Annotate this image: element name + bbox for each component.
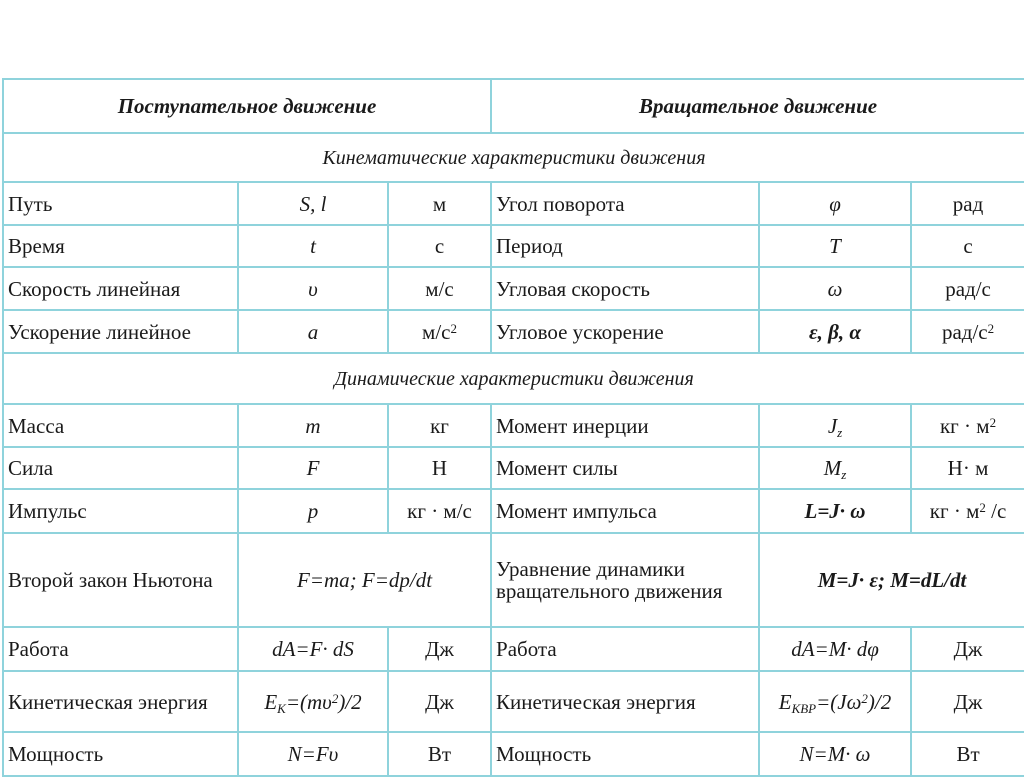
cell-name: Ускорение линейное: [3, 310, 238, 353]
section-row: [3, 133, 1024, 182]
cell-unit: Н: [388, 447, 491, 489]
unit-base: кг · м: [929, 499, 980, 523]
cell-rot-unit: Дж: [911, 627, 1024, 671]
cell-unit: Дж: [388, 671, 491, 732]
cell-rot-symbol: L=J· ω: [759, 489, 911, 533]
symbol-base: J: [827, 413, 838, 438]
cell-symbol: p: [238, 489, 388, 533]
cell-name: Масса: [3, 404, 238, 447]
cell-unit: [388, 310, 491, 353]
cell-rot-name: Момент силы: [491, 447, 759, 489]
unit-base: рад/с: [941, 319, 988, 344]
cell-formula: F=ma; F=dp/dt: [238, 533, 491, 627]
cell-symbol: [238, 671, 388, 732]
symbol-base: M: [823, 456, 842, 480]
cell-symbol: N=Fυ: [238, 732, 388, 776]
cell-rot-name: Период: [491, 225, 759, 267]
table-row: [3, 310, 1024, 353]
cell-rot-symbol: ω: [759, 267, 911, 310]
symbol-exponent: 2: [331, 690, 339, 706]
cell-rot-symbol: [759, 671, 911, 732]
section-kinematic: Кинематические характеристики движения: [3, 133, 1024, 182]
cell-rot-symbol: φ: [759, 182, 911, 225]
symbol-subscript: z: [837, 424, 843, 440]
table-row: [3, 671, 1024, 732]
table-header-row: [3, 79, 1024, 133]
cell-name: Время: [3, 225, 238, 267]
cell-symbol: F: [238, 447, 388, 489]
cell-unit: с: [388, 225, 491, 267]
cell-rot-symbol: N=M· ω: [759, 732, 911, 776]
table-row: [3, 447, 1024, 489]
symbol-e: E: [264, 689, 278, 714]
cell-rot-unit: [911, 489, 1024, 533]
cell-unit: Дж: [388, 627, 491, 671]
cell-rot-unit: с: [911, 225, 1024, 267]
cell-rot-unit: Дж: [911, 671, 1024, 732]
cell-name: Кинетическая энергия: [3, 671, 238, 732]
table-row: [3, 182, 1024, 225]
symbol-subscript: K: [277, 700, 286, 716]
cell-rot-unit: Вт: [911, 732, 1024, 776]
cell-name: Скорость линейная: [3, 267, 238, 310]
cell-unit: Вт: [388, 732, 491, 776]
cell-symbol: S, l: [238, 182, 388, 225]
cell-rot-name: Работа: [491, 627, 759, 671]
cell-rot-name: Уравнение динамики вращательного движения: [491, 533, 759, 627]
unit-base: кг · м: [939, 413, 990, 438]
cell-symbol: dA=F· dS: [238, 627, 388, 671]
cell-rot-unit: [911, 404, 1024, 447]
cell-symbol: a: [238, 310, 388, 353]
cell-name: Путь: [3, 182, 238, 225]
table-row: [3, 489, 1024, 533]
physics-comparison-table: [2, 78, 1024, 777]
cell-unit: кг: [388, 404, 491, 447]
table-row: [3, 404, 1024, 447]
cell-rot-unit: рад/с: [911, 267, 1024, 310]
cell-name: Мощность: [3, 732, 238, 776]
symbol-tail: )/2: [338, 689, 362, 714]
cell-name: Сила: [3, 447, 238, 489]
cell-rot-symbol: dA=M· dφ: [759, 627, 911, 671]
symbol-tail: )/2: [867, 689, 892, 714]
table-row: [3, 267, 1024, 310]
symbol-subscript: z: [841, 467, 847, 482]
symbol-e: E: [778, 689, 792, 714]
cell-rot-name: Мощность: [491, 732, 759, 776]
section-row: [3, 353, 1024, 404]
cell-rot-name: Кинетическая энергия: [491, 671, 759, 732]
table-row: [3, 732, 1024, 776]
cell-unit: кг · м/с: [388, 489, 491, 533]
unit-tail: /с: [985, 499, 1007, 523]
cell-name: Работа: [3, 627, 238, 671]
cell-name: Импульс: [3, 489, 238, 533]
cell-symbol: t: [238, 225, 388, 267]
cell-symbol: m: [238, 404, 388, 447]
cell-unit: м: [388, 182, 491, 225]
cell-rot-name: Момент инерции: [491, 404, 759, 447]
cell-rot-symbol: T: [759, 225, 911, 267]
cell-rot-formula: M=J· ε; M=dL/dt: [759, 533, 1024, 627]
section-dynamic: Динамические характеристики движения: [3, 353, 1024, 404]
unit-exponent: 2: [979, 500, 986, 515]
cell-name: Второй закон Ньютона: [3, 533, 238, 627]
cell-symbol: υ: [238, 267, 388, 310]
cell-rot-name: Угловое ускорение: [491, 310, 759, 353]
cell-rot-symbol: [759, 447, 911, 489]
unit-exponent: 2: [987, 320, 995, 336]
cell-rot-name: Угловая скорость: [491, 267, 759, 310]
unit-exponent: 2: [450, 320, 457, 336]
cell-rot-name: Угол поворота: [491, 182, 759, 225]
unit-base: м/с: [422, 319, 451, 344]
header-rotational: Вращательное движение: [491, 79, 1024, 133]
symbol-mid: =(Jω: [816, 689, 862, 714]
cell-rot-symbol: ε, β, α: [759, 310, 911, 353]
cell-rot-unit: Н· м: [911, 447, 1024, 489]
symbol-exponent: 2: [861, 690, 868, 706]
cell-rot-unit: [911, 310, 1024, 353]
header-translational: Поступательное движение: [3, 79, 491, 133]
cell-rot-symbol: [759, 404, 911, 447]
symbol-mid: =(mυ: [285, 689, 332, 714]
table-row: [3, 533, 1024, 627]
cell-rot-unit: рад: [911, 182, 1024, 225]
slide-top-space: [0, 0, 1024, 78]
unit-exponent: 2: [989, 414, 997, 430]
cell-unit: м/с: [388, 267, 491, 310]
cell-rot-name: Момент импульса: [491, 489, 759, 533]
table-row: [3, 627, 1024, 671]
table-row: [3, 225, 1024, 267]
symbol-subscript: КВР: [791, 700, 817, 716]
